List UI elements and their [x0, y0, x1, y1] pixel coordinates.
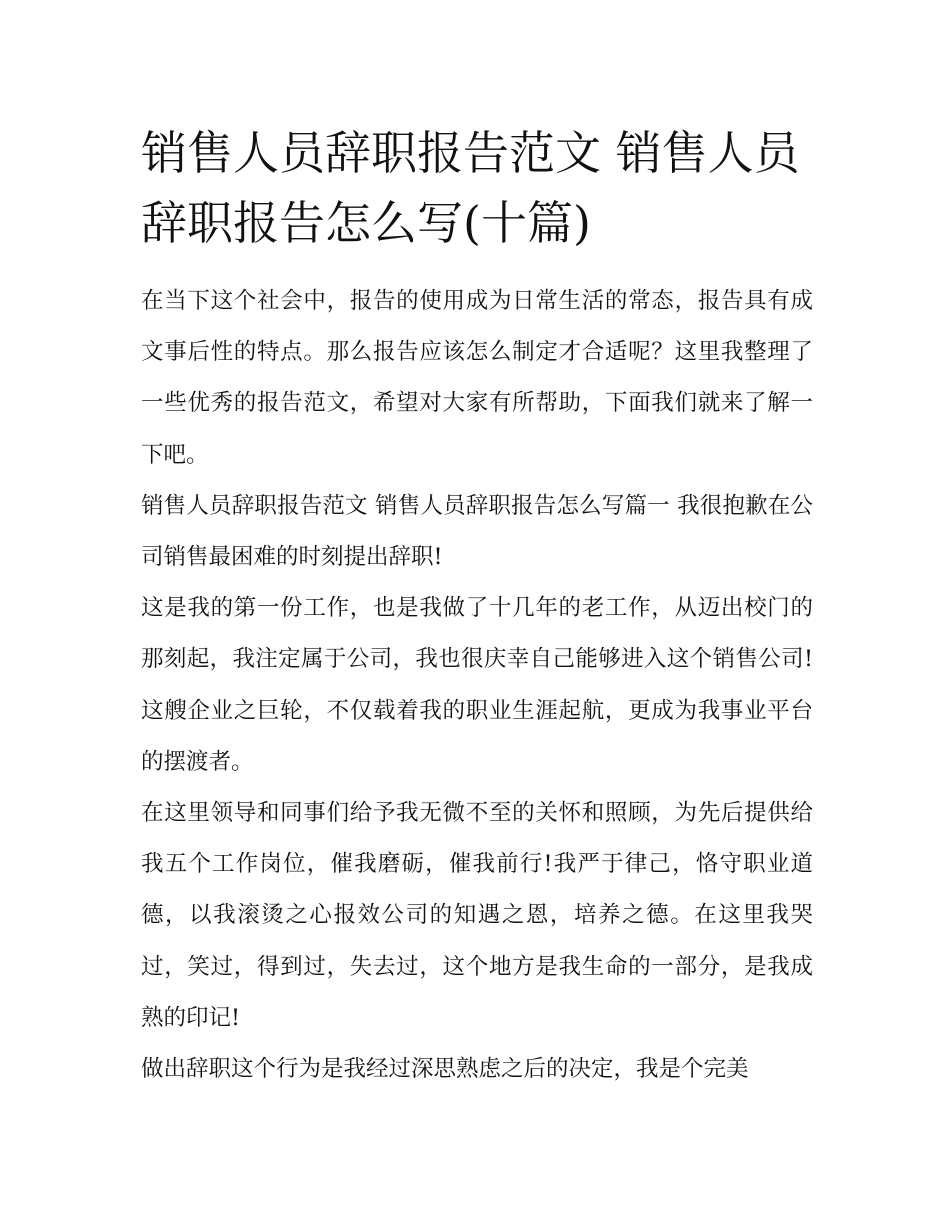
document-body — [141, 118, 813, 1095]
paragraph-care-and-growth: 在这里领导和同事们给予我无微不至的关怀和照顾，为先后提供给我五个工作岗位，催我磨砺，催我前行!我严于律己，恪守职业道德，以我滚烫之心报效公司的知遇之恩，培养之德。在这里我哭过，笑过，得到过，失去过，这个地方是我生命的一部分，是我成熟的印记! — [141, 800, 813, 1031]
paragraph-intro: 在当下这个社会中，报告的使用成为日常生活的常态，报告具有成文事后性的特点。那么报告应该怎么制定才合适呢？这里我整理了一些优秀的报告范文，希望对大家有所帮助，下面我们就来了解一下吧。 — [141, 288, 813, 468]
paragraph-first-job: 这是我的第一份工作，也是我做了十几年的老工作，从迈出校门的那刻起，我注定属于公司，我也很庆幸自己能够进入这个销售公司!这艘企业之巨轮，不仅载着我的职业生涯起航，更成为我事业平台的摆渡者。 — [141, 595, 813, 775]
paragraph-section-one-heading: 销售人员辞职报告范文 销售人员辞职报告怎么写篇一 我很抱歉在公司销售最困难的时刻提出辞职! — [141, 492, 813, 571]
document-title: 销售人员辞职报告范文 销售人员辞职报告怎么写(十篇) — [141, 126, 800, 250]
paragraph-decision: 做出辞职这个行为是我经过深思熟虑之后的决定，我是个完美 — [141, 1056, 749, 1083]
